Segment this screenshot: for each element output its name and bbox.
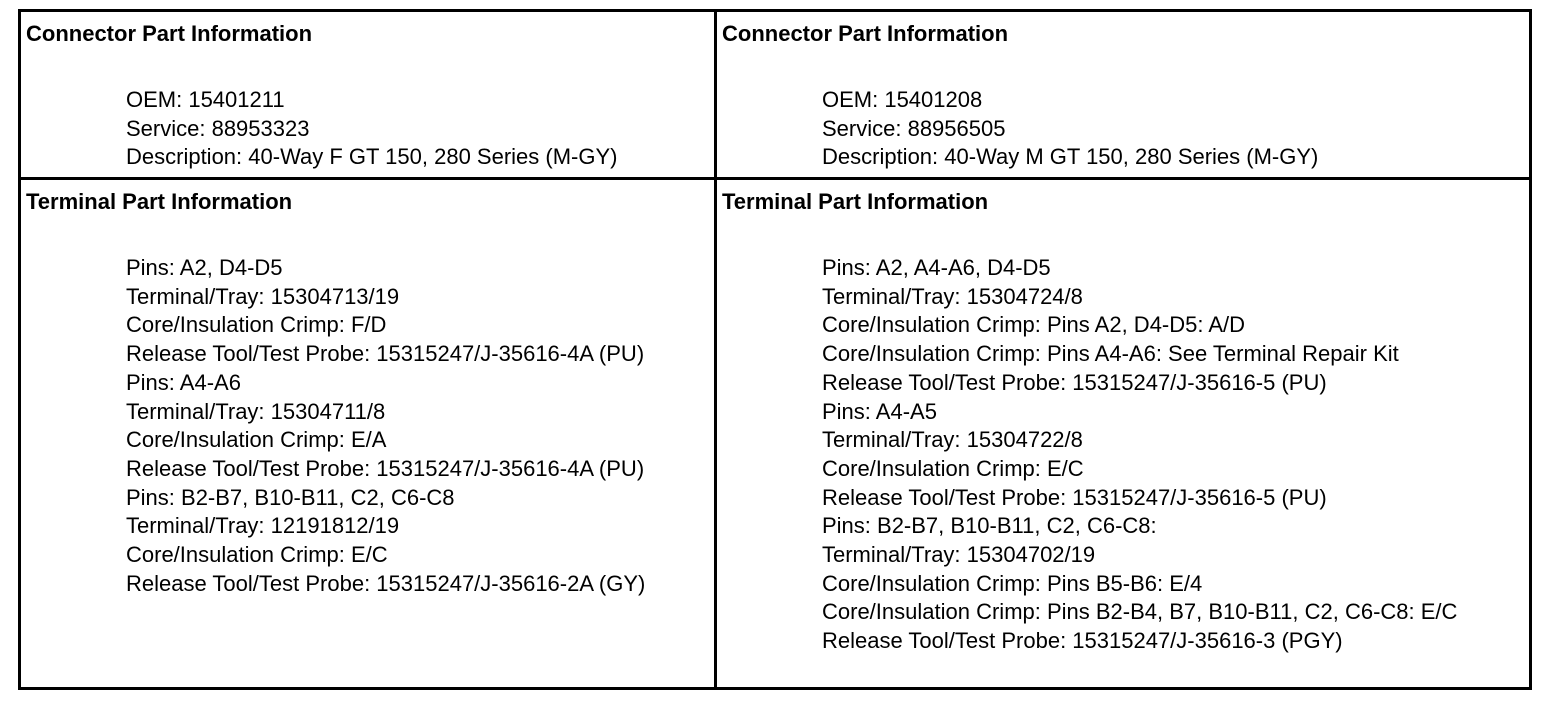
terminal-heading-left: Terminal Part Information (26, 189, 293, 214)
terminal-line-left: Pins: A4-A6 (126, 369, 241, 395)
connector-description-right: Description: 40-Way M GT 150, 280 Series (M-GY) (822, 144, 1319, 170)
terminal-line-right: Terminal/Tray: 15304722/8 (822, 427, 1083, 453)
connector-service-right: Service: 88956505 (822, 115, 1006, 141)
terminal-line-left: Release Tool/Test Probe: 15315247/J-35616-2A (GY) (126, 570, 646, 596)
connector-description-left: Description: 40-Way F GT 150, 280 Series (M-GY) (126, 144, 618, 170)
part-information-table (18, 9, 1532, 690)
connector-heading-left: Connector Part Information (26, 21, 313, 46)
terminal-line-right: Core/Insulation Crimp: E/C (822, 455, 1084, 481)
connector-heading-right: Connector Part Information (722, 21, 1009, 46)
terminal-line-right: Pins: B2-B7, B10-B11, C2, C6-C8: (822, 513, 1157, 539)
terminal-line-left: Terminal/Tray: 12191812/19 (126, 513, 400, 539)
connector-oem-left: OEM: 15401211 (126, 87, 285, 112)
connector-service-left: Service: 88953323 (126, 115, 310, 141)
terminal-info-cell-left (21, 180, 717, 687)
terminal-line-left: Core/Insulation Crimp: F/D (126, 312, 387, 338)
terminal-line-right: Core/Insulation Crimp: Pins A4-A6: See Terminal Repair Kit (822, 341, 1399, 367)
connector-details-left (126, 86, 706, 172)
connector-info-cell-left (21, 12, 717, 180)
terminal-line-right: Pins: A2, A4-A6, D4-D5 (822, 255, 1051, 280)
terminal-line-left: Terminal/Tray: 15304713/19 (126, 283, 400, 309)
terminal-line-right: Release Tool/Test Probe: 15315247/J-35616-5 (PU) (822, 369, 1327, 395)
terminal-heading-right: Terminal Part Information (722, 189, 989, 214)
terminal-line-left: Release Tool/Test Probe: 15315247/J-35616-4A (PU) (126, 341, 645, 367)
connector-details-right (822, 86, 1521, 172)
terminal-line-right: Terminal/Tray: 15304724/8 (822, 283, 1083, 309)
terminal-details-left (126, 254, 706, 598)
terminal-line-right: Core/Insulation Crimp: Pins B5-B6: E/4 (822, 570, 1203, 596)
terminal-line-left: Release Tool/Test Probe: 15315247/J-35616-4A (PU) (126, 455, 645, 481)
terminal-line-left: Terminal/Tray: 15304711/8 (126, 398, 386, 424)
connector-info-cell-right (717, 12, 1529, 180)
connector-oem-right: OEM: 15401208 (822, 87, 983, 112)
terminal-line-left: Core/Insulation Crimp: E/C (126, 542, 388, 568)
terminal-line-right: Release Tool/Test Probe: 15315247/J-35616-5 (PU) (822, 484, 1327, 510)
terminal-line-left: Pins: B2-B7, B10-B11, C2, C6-C8 (126, 484, 455, 510)
terminal-info-cell-right (717, 180, 1529, 687)
terminal-line-left: Pins: A2, D4-D5 (126, 255, 283, 280)
terminal-line-right: Pins: A4-A5 (822, 398, 937, 424)
terminal-line-right: Core/Insulation Crimp: Pins A2, D4-D5: A/D (822, 312, 1246, 338)
terminal-line-left: Core/Insulation Crimp: E/A (126, 427, 387, 453)
terminal-line-right: Release Tool/Test Probe: 15315247/J-35616-3 (PGY) (822, 628, 1343, 654)
terminal-line-right: Core/Insulation Crimp: Pins B2-B4, B7, B10-B11, C2, C6-C8: E/C (822, 599, 1458, 625)
terminal-details-right (822, 254, 1521, 656)
terminal-line-right: Terminal/Tray: 15304702/19 (822, 542, 1096, 568)
